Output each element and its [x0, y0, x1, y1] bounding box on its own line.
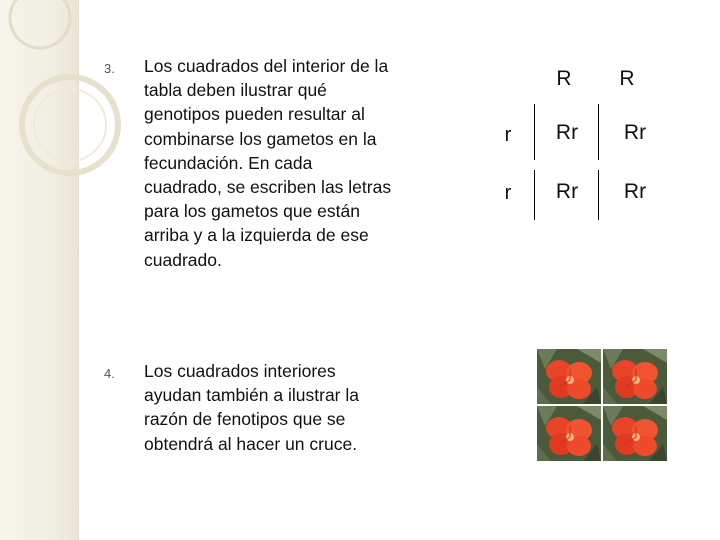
- grid-line: [534, 104, 535, 160]
- list-item-text: Los cuadrados del interior de la tabla deben ilustrar qué genotipos pueden resultar al combinarse los gametos en la fecundación. En cada cuadrado, se escriben las letras para los gametos que están arriba y a la izquierda de ese cuadrado.: [144, 56, 392, 270]
- column-header: R: [556, 67, 572, 90]
- flower-photo-grid: [537, 349, 667, 461]
- flower-image: [603, 349, 667, 404]
- grid-line: [598, 104, 599, 160]
- flower-image: [537, 406, 601, 461]
- punnett-cell: Rr: [555, 180, 579, 203]
- column-header: R: [619, 67, 635, 90]
- flower-image: [537, 349, 601, 404]
- row-header: r: [504, 124, 512, 146]
- list-number: 4.: [104, 366, 115, 381]
- row-header: r: [504, 182, 512, 204]
- grid-line: [534, 170, 535, 220]
- punnett-cell: Rr: [623, 121, 647, 144]
- punnett-cell: Rr: [623, 180, 647, 203]
- grid-line: [598, 170, 599, 220]
- list-number: 3.: [104, 61, 115, 76]
- punnett-square: [490, 60, 680, 230]
- decorative-circles: [0, 0, 140, 200]
- punnett-cell: Rr: [555, 121, 579, 144]
- flower-image: [603, 406, 667, 461]
- list-item-text: Los cuadrados interiores ayudan también a ilustrar la razón de fenotipos que se obtendrá al hacer un cruce.: [144, 361, 359, 454]
